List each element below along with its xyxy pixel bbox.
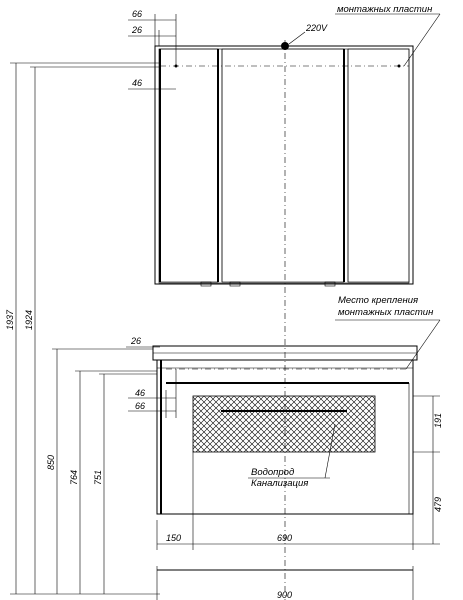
label-mount-mid-1: Место крепления: [338, 295, 419, 306]
dim-mirror-46: 46: [132, 78, 143, 88]
dim-764: 764: [69, 469, 79, 485]
dim-751: 751: [93, 469, 103, 485]
door-left: [160, 49, 218, 282]
dim-sink-66: 66: [135, 401, 146, 411]
dim-1924: 1924: [24, 309, 34, 330]
dim-900: 900: [277, 590, 293, 600]
dim-690: 690: [277, 533, 293, 543]
dim-1937: 1937: [5, 309, 15, 330]
dim-191: 191: [433, 412, 443, 428]
dim-sink-46: 46: [135, 388, 146, 398]
dim-479: 479: [433, 496, 443, 512]
dim-sink-26: 26: [131, 336, 142, 346]
dim-850: 850: [46, 454, 56, 470]
dim-150: 150: [166, 533, 182, 543]
door-middle: [222, 49, 344, 282]
label-water: Водопрод: [251, 467, 295, 478]
label-sewer: Канализация: [251, 478, 309, 489]
vertical-dimensions: [10, 40, 285, 600]
door-right: [348, 49, 409, 282]
label-mount-mid-2: монтажных пластин: [338, 307, 434, 318]
dim-top-66: 66: [132, 9, 143, 19]
service-zone: [193, 396, 375, 452]
dim-power: 220V: [306, 23, 328, 33]
dim-top-26: 26: [132, 25, 143, 35]
label-mount-top: монтажных пластин: [337, 4, 433, 15]
mirror-cabinet: [155, 42, 413, 286]
top-dimensions: [126, 14, 176, 418]
